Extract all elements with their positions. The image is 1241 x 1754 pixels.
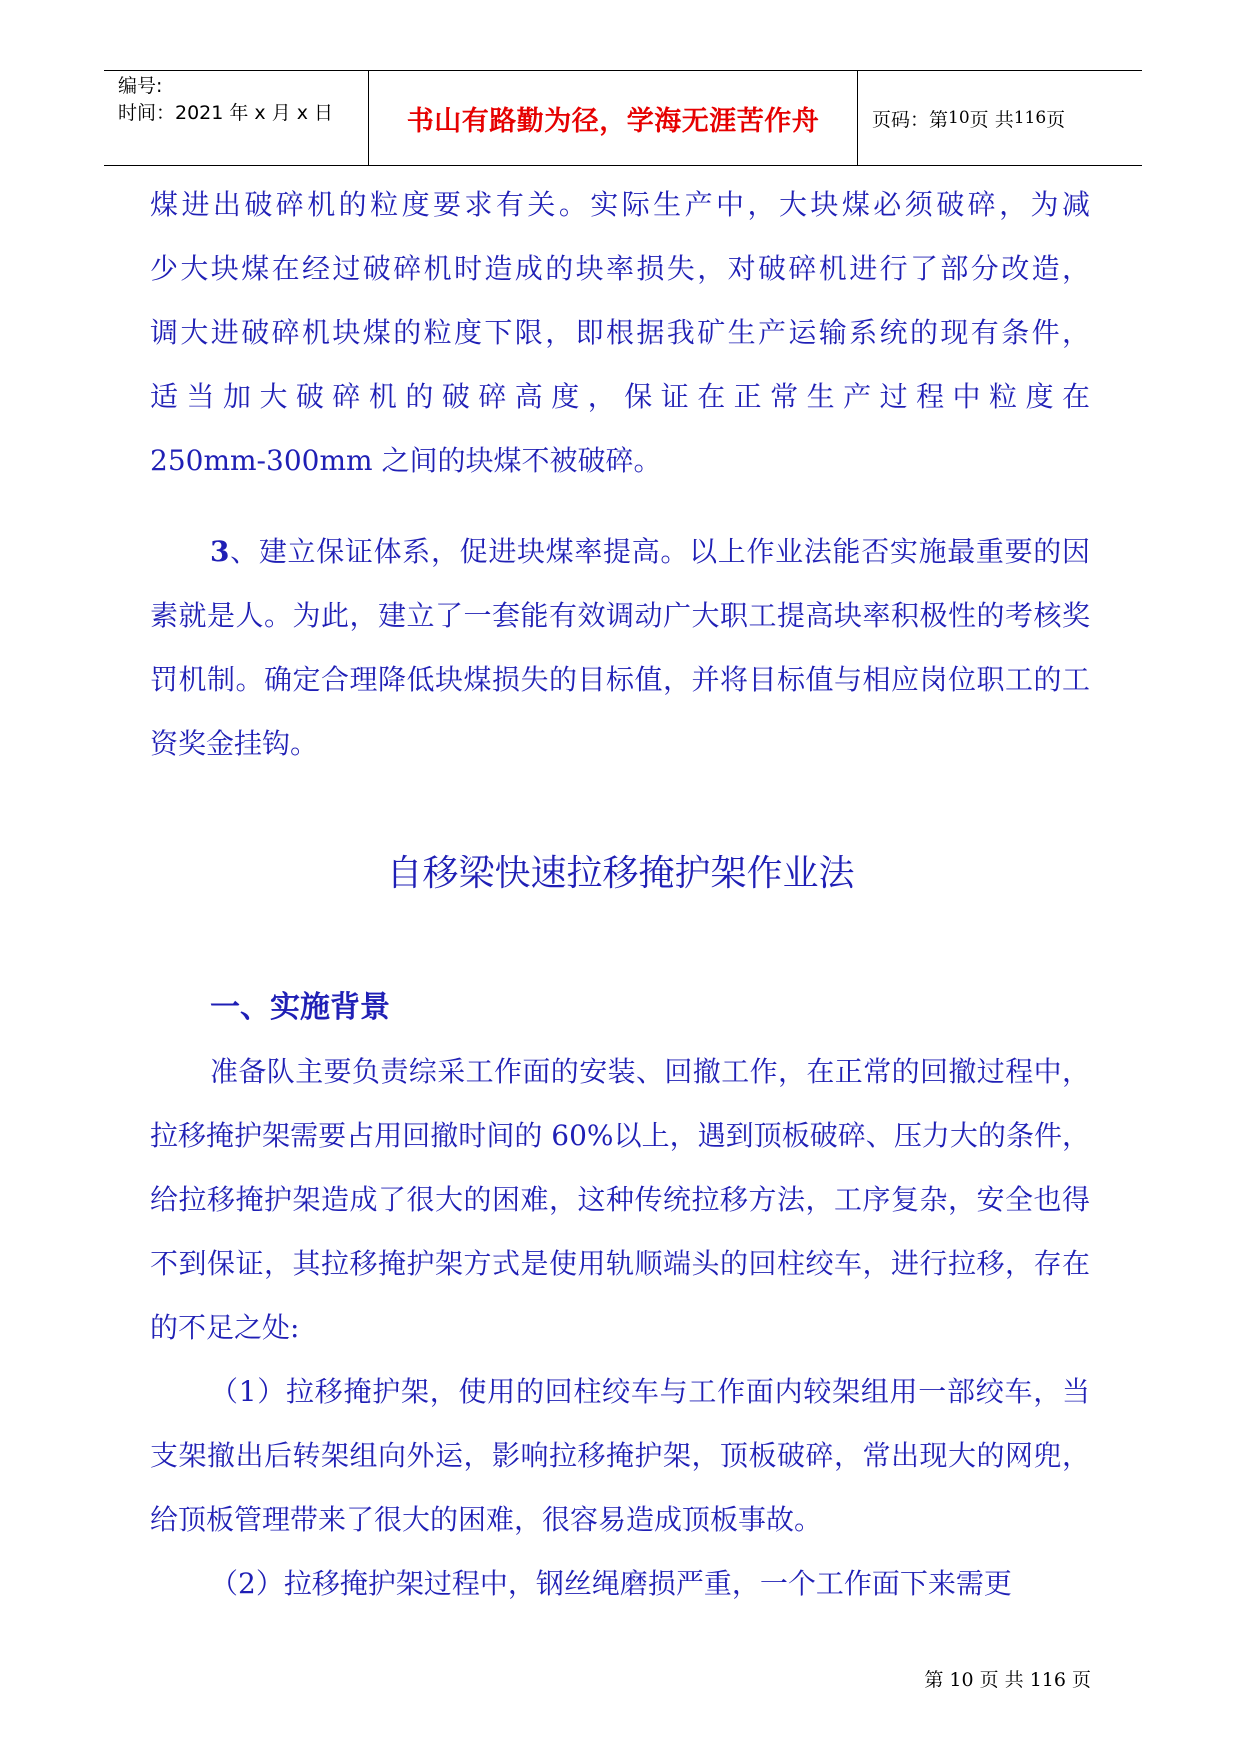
header-motto-cell: [368, 71, 858, 165]
page-total: 116: [1013, 108, 1047, 128]
paragraph-item-2: （2）拉移掩护架过程中，钢丝绳磨损严重，一个工作面下来需更: [210, 1567, 1012, 1600]
article-title: 自移梁快速拉移掩护架作业法: [386, 853, 855, 894]
serial-label: 编号:: [118, 75, 163, 97]
page-text-pre: 页码：第: [872, 108, 949, 131]
paragraph-text: 、建立保证体系，促进块煤率提高。以上作业法能否实施最重要的因素就是人。为此，建立了一套能有效调动广大职工提高块率积极性的考核奖罚机制。确定合理降低块煤损失的目标值，并将目标值与相应岗位职工的工资奖金挂钩。: [150, 535, 1090, 760]
paragraph-line: 适当加大破碎机的破碎高度，保证在正常生产过程中粒度在: [150, 380, 1090, 413]
paragraph-3: [150, 520, 1090, 776]
item-number: 3: [210, 535, 230, 568]
paragraph-line: 调大进破碎机块煤的粒度下限，即根据我矿生产运输系统的现有条件，: [150, 316, 1090, 349]
motto: 书山有路勤为径，学海无涯苦作舟: [406, 105, 820, 137]
page-text-post: 页: [1046, 108, 1066, 131]
paragraph-background: 准备队主要负责综采工作面的安装、回撤工作，在正常的回撤过程中，拉移掩护架需要占用回撤时间的 60%以上，遇到顶板破碎、压力大的条件，给拉移掩护架造成了很大的困难，这种传统拉移方法，工序复杂，安全也得不到保证，其拉移掩护架方式是使用轨顺端头的回柱绞车，进行拉移，存在的不足之处:: [150, 1055, 1090, 1344]
background-paragraphs: [150, 1040, 1090, 1616]
time-text: 时间：2021 年 x 月 x 日: [118, 102, 334, 124]
page-text-mid: 页 共: [969, 108, 1014, 131]
paragraph-line: 少大块煤在经过破碎机时造成的块率损失，对破碎机进行了部分改造，: [150, 252, 1090, 285]
paragraph-line: 煤进出破碎机的粒度要求有关。实际生产中，大块煤必须破碎，为减: [150, 188, 1090, 221]
section-heading: 一、实施背景: [210, 990, 390, 1025]
header-page-cell: [858, 71, 1142, 165]
paragraph-item-1: （1）拉移掩护架，使用的回柱绞车与工作面内较架组用一部绞车，当支架撤出后转架组向外运，影响拉移掩护架，顶板破碎，常出现大的网兜，给顶板管理带来了很大的困难，很容易造成顶板事故。: [150, 1375, 1090, 1536]
page-current: 10: [948, 108, 970, 128]
header-table: [104, 70, 1142, 166]
header-left-cell: [104, 71, 368, 165]
continued-paragraph: [150, 173, 1090, 493]
paragraph-line: 250mm-300mm 之间的块煤不被破碎。: [150, 444, 662, 477]
page-footer: 第 10 页 共 116 页: [924, 1669, 1091, 1691]
